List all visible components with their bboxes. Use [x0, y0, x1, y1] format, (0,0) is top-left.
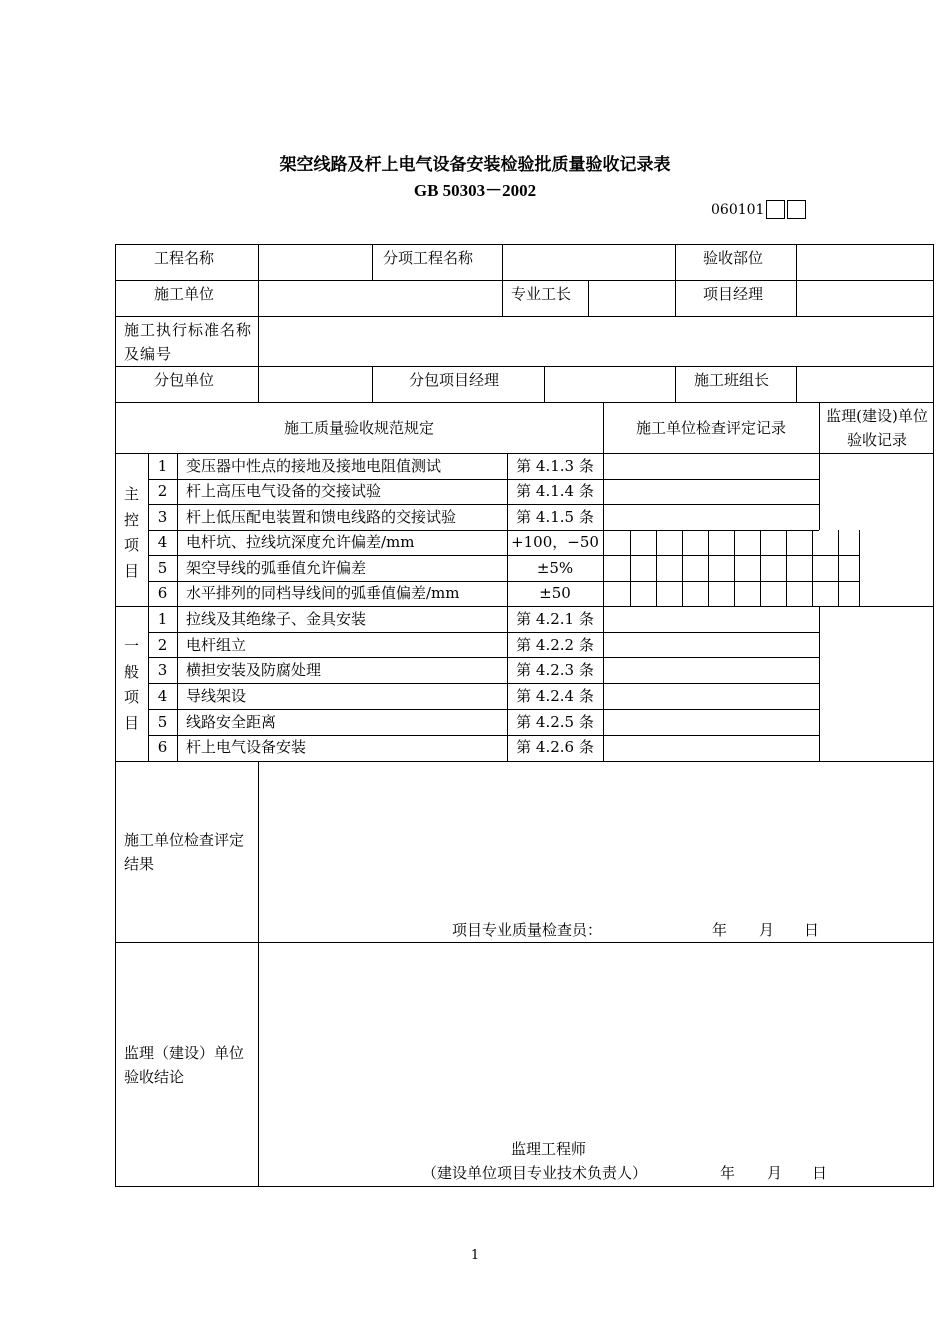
general-item-row-reference: 第 4.2.5 条 — [516, 713, 594, 731]
construction-unit-field[interactable] — [259, 281, 501, 315]
general-item-row-reference: 第 4.2.3 条 — [516, 661, 594, 679]
general-item-row-reference: 第 4.2.1 条 — [516, 610, 594, 628]
form-code-text: 060101 — [711, 201, 765, 218]
main-item-row-reference: 第 4.1.5 条 — [516, 508, 594, 526]
general-item-row-reference: 第 4.2.2 条 — [516, 636, 594, 654]
sub-project-name-field[interactable] — [503, 245, 674, 279]
general-item-row-description: 拉线及其绝缘子、金具安装 — [186, 610, 367, 628]
general-item-row-number: 2 — [157, 636, 168, 654]
label-team-leader: 施工班组长 — [694, 371, 770, 389]
general-item-row-description: 电杆组立 — [186, 636, 247, 654]
label-subcontract-manager: 分包项目经理 — [409, 371, 500, 389]
main-item-row-description: 杆上低压配电装置和馈电线路的交接试验 — [186, 508, 457, 526]
general-item-row-number: 1 — [157, 610, 168, 628]
conclusion-field[interactable] — [259, 943, 933, 1133]
result-inspector: 项目专业质量检查员： — [452, 921, 603, 939]
project-name-field[interactable] — [259, 245, 371, 279]
main-item-row-number: 3 — [157, 508, 168, 526]
main-item-row-reference: 第 4.1.3 条 — [516, 457, 594, 475]
conclusion-responsible: （建设单位项目专业技术负责人） — [422, 1164, 648, 1182]
label-construction-unit: 施工单位 — [154, 285, 215, 303]
general-item-row-number: 3 — [157, 661, 168, 679]
result-day: 日 — [804, 921, 820, 939]
main-item-row-reference: +100，−50 — [511, 533, 599, 551]
standard-name-field[interactable] — [259, 317, 933, 365]
head-spec: 施工质量验收规范规定 — [283, 419, 434, 437]
result-year: 年 — [712, 921, 728, 939]
project-manager-field[interactable] — [797, 281, 933, 315]
main-item-row-reference: 第 4.1.4 条 — [516, 482, 594, 500]
main-item-row-number: 6 — [157, 584, 168, 602]
main-item-row-number: 4 — [157, 533, 168, 551]
subcontract-unit-field[interactable] — [259, 367, 371, 401]
foreman-field[interactable] — [589, 281, 674, 315]
document-title: 架空线路及杆上电气设备安装检验批质量验收记录表 — [279, 155, 671, 175]
result-label: 施工单位检查评定结果 — [124, 831, 245, 873]
label-foreman: 专业工长 — [511, 285, 572, 303]
conclusion-year: 年 — [720, 1164, 736, 1182]
main-item-row-number: 1 — [157, 457, 168, 475]
label-project-manager: 项目经理 — [703, 285, 764, 303]
code-box-1[interactable] — [766, 200, 785, 219]
main-items-label: 主控项目 — [124, 485, 140, 580]
code-box-2[interactable] — [787, 200, 806, 219]
main-item-row-description: 水平排列的同档导线间的弧垂值偏差/mm — [186, 584, 460, 602]
main-item-row-description: 电杆坑、拉线坑深度允许偏差/mm — [186, 533, 415, 551]
general-item-row-number: 4 — [157, 687, 168, 705]
general-item-row-description: 线路安全距离 — [186, 713, 277, 731]
acceptance-part-field[interactable] — [797, 245, 933, 279]
general-item-row-description: 杆上电气设备安装 — [186, 738, 307, 756]
main-item-row-reference: ±5% — [536, 559, 574, 577]
main-item-row-description: 变压器中性点的接地及接地电阻值测试 — [186, 457, 442, 475]
main-item-row-number: 2 — [157, 482, 168, 500]
general-item-row-number: 5 — [157, 713, 168, 731]
result-month: 月 — [759, 921, 775, 939]
label-sub-project-name: 分项工程名称 — [383, 249, 474, 267]
result-field[interactable] — [259, 762, 933, 912]
conclusion-label: 监理（建设）单位验收结论 — [124, 1044, 245, 1086]
standard-code: GB 50303－2002 — [413, 181, 537, 200]
general-item-row-number: 6 — [157, 738, 168, 756]
main-item-row-number: 5 — [157, 559, 168, 577]
page-number: 1 — [470, 1248, 480, 1263]
head-check-record: 施工单位检查评定记录 — [635, 419, 786, 437]
label-subcontract-unit: 分包单位 — [154, 371, 215, 389]
main-item-row-reference: ±50 — [539, 584, 571, 602]
general-item-row-description: 横担安装及防腐处理 — [186, 661, 322, 679]
conclusion-engineer: 监理工程师 — [511, 1140, 587, 1158]
team-leader-field[interactable] — [797, 367, 933, 401]
conclusion-month: 月 — [767, 1164, 783, 1182]
head-supervision-record: 监理(建设)单位验收记录 — [826, 407, 928, 449]
subcontract-manager-field[interactable] — [545, 367, 674, 401]
label-standard-name: 施工执行标准名称及编号 — [124, 321, 253, 363]
form-code — [711, 200, 806, 219]
main-item-row-description: 杆上高压电气设备的交接试验 — [186, 482, 382, 500]
label-acceptance-part: 验收部位 — [703, 249, 764, 267]
general-item-row-reference: 第 4.2.6 条 — [516, 738, 594, 756]
label-project-name: 工程名称 — [154, 249, 215, 267]
general-items-label: 一般项目 — [124, 637, 140, 732]
general-item-row-reference: 第 4.2.4 条 — [516, 687, 594, 705]
conclusion-day: 日 — [812, 1164, 828, 1182]
main-item-row-description: 架空导线的弧垂值允许偏差 — [186, 559, 367, 577]
general-item-row-description: 导线架设 — [186, 687, 247, 705]
